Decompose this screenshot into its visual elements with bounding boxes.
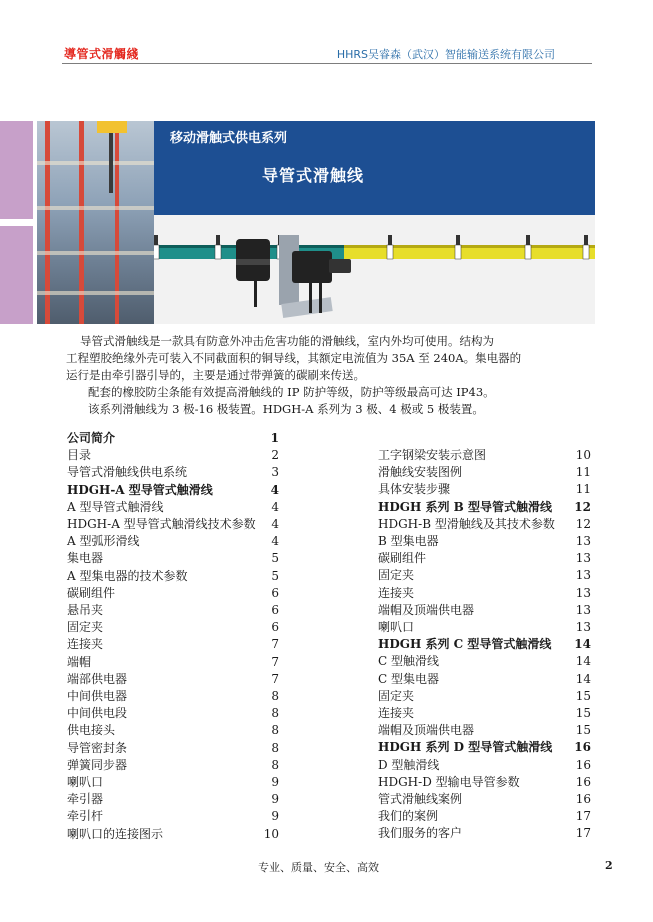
toc-entry-title: HDGH-A 型导管式触滑线 (67, 482, 213, 497)
toc-entry-title: 供电接头 (67, 723, 116, 738)
toc-entry-title: 工字钢梁安装示意图 (378, 448, 487, 462)
side-accent-bar-top (0, 121, 33, 219)
banner (37, 121, 595, 324)
toc-entry-page: 8 (271, 757, 279, 772)
toc-entry[interactable] (67, 568, 279, 585)
toc-entry-title: C 型触滑线 (378, 654, 439, 669)
toc-entry-page: 8 (271, 740, 279, 755)
toc-entry[interactable] (67, 550, 279, 567)
toc-entry[interactable] (67, 808, 279, 825)
toc-entry[interactable] (67, 671, 279, 688)
toc-entry[interactable] (67, 654, 279, 671)
toc-entry-title: 中间供电器 (67, 689, 128, 704)
toc-entry-title: D 型触滑线 (378, 757, 440, 772)
toc-entry[interactable] (67, 619, 279, 636)
toc-entry[interactable] (378, 567, 591, 584)
toc-entry[interactable] (67, 757, 279, 774)
toc-entry-title: 导管密封条 (67, 740, 128, 755)
conductor-rail-graphic (154, 215, 595, 324)
toc-entry[interactable] (378, 550, 591, 567)
toc-entry[interactable] (67, 722, 279, 739)
intro-paragraph (66, 333, 586, 418)
toc-entry-title: 碳刷组件 (378, 551, 427, 566)
conductor-rail-illustration (154, 215, 595, 324)
toc-entry[interactable] (67, 464, 279, 481)
toc-entry[interactable] (67, 585, 279, 602)
toc-entry-page: 17 (575, 826, 591, 841)
toc-entry[interactable] (378, 688, 591, 705)
toc-entry-page: 16 (575, 792, 591, 807)
intro-line: 该系列滑触线为 3 极-16 极装置。HDGH-A 系列为 3 极、4 极或 5 极装置。 (88, 402, 484, 416)
toc-entry-page: 8 (271, 706, 279, 721)
toc-entry-title: 端帽及顶端供电器 (378, 602, 475, 617)
warehouse-photo (37, 121, 157, 324)
toc-entry[interactable] (67, 499, 279, 516)
toc-entry-page: 11 (575, 465, 591, 480)
toc-entry-title: 我们服务的客户 (378, 826, 463, 841)
toc-entry[interactable] (378, 774, 591, 791)
toc-entry[interactable] (67, 826, 279, 843)
toc-entry-page: 1 (270, 431, 279, 445)
toc-entry-page: 9 (271, 809, 279, 824)
toc-entry[interactable] (378, 602, 591, 619)
toc-entry[interactable] (67, 516, 279, 533)
toc-entry-page: 6 (271, 620, 279, 635)
toc-entry-title: 固定夹 (67, 620, 104, 635)
toc-entry-title: HDGH 系列 B 型导管式触滑线 (378, 499, 553, 514)
toc-entry[interactable] (378, 722, 591, 739)
side-accent-bar-bottom (0, 226, 33, 324)
toc-entry-title: HDGH-A 型导管式触滑线技术参数 (67, 517, 256, 532)
footer-page-number: 2 (605, 859, 613, 872)
toc-entry-page: 11 (575, 482, 591, 497)
toc-entry-page: 12 (574, 499, 591, 514)
toc-entry-page: 15 (575, 688, 591, 703)
toc-entry-title: B 型集电器 (378, 534, 439, 549)
toc-entry-title: 我们的案例 (378, 809, 439, 824)
toc-entry[interactable] (378, 464, 591, 481)
toc-entry-page: 9 (271, 775, 279, 790)
toc-entry-title: 弹簧同步器 (67, 757, 128, 772)
toc-entry-page: 16 (575, 757, 591, 772)
toc-entry[interactable] (378, 499, 591, 516)
intro-line: 导管式滑触线是一款具有防意外冲击危害功能的滑触线，室内外均可使用。结构为 (80, 334, 494, 348)
toc-entry-title: 连接夹 (378, 585, 415, 600)
toc-entry[interactable] (67, 447, 279, 464)
toc-entry-page: 12 (575, 516, 591, 531)
toc-entry-title: 管式滑触线案例 (378, 792, 463, 807)
toc-entry-title: HDGH 系列 C 型导管式触滑线 (378, 637, 552, 652)
toc-entry[interactable] (378, 791, 591, 808)
toc-entry-page: 10 (575, 448, 591, 462)
toc-entry-title: HDGH-D 型输电导管参数 (378, 774, 520, 789)
toc-entry-page: 17 (575, 809, 591, 824)
toc-entry-title: 导管式滑触线供电系统 (67, 465, 188, 480)
toc-entry-page: 2 (271, 448, 279, 463)
toc-entry-page: 4 (270, 482, 279, 497)
toc-entry[interactable] (378, 447, 591, 464)
toc-entry[interactable] (378, 585, 591, 602)
toc-entry-title: 集电器 (67, 551, 104, 566)
toc-entry-page: 8 (271, 723, 279, 738)
toc-entry-page: 9 (271, 792, 279, 807)
toc-entry-title: 端部供电器 (67, 671, 128, 686)
toc-entry-title: 固定夹 (378, 688, 415, 703)
table-of-contents-left (67, 430, 279, 843)
header-product-title: 導管式滑觸綫 (64, 47, 140, 61)
toc-entry-page: 13 (575, 568, 591, 583)
toc-entry-title: 连接夹 (67, 637, 104, 652)
toc-entry[interactable] (67, 533, 279, 550)
toc-entry[interactable] (378, 653, 591, 670)
toc-entry-page: 14 (575, 654, 591, 669)
toc-entry[interactable] (67, 705, 279, 722)
toc-entry-title: HDGH-B 型滑触线及其技术参数 (378, 516, 555, 531)
toc-entry-page: 13 (575, 534, 591, 549)
toc-entry[interactable] (378, 619, 591, 636)
toc-entry-page: 13 (575, 585, 591, 600)
toc-entry[interactable] (378, 636, 591, 653)
toc-entry[interactable] (67, 688, 279, 705)
toc-entry[interactable] (67, 482, 279, 499)
toc-entry-page: 10 (263, 826, 279, 841)
toc-entry-title: HDGH 系列 D 型导管式触滑线 (378, 740, 553, 755)
toc-entry-page: 5 (271, 568, 279, 583)
toc-entry-page: 13 (575, 551, 591, 566)
toc-entry-title: A 型弧形滑线 (67, 534, 140, 549)
toc-entry-page: 16 (575, 774, 591, 789)
toc-entry-title: 中间供电段 (67, 706, 128, 721)
toc-entry-page: 5 (271, 551, 279, 566)
toc-entry[interactable] (67, 774, 279, 791)
toc-entry-title: 连接夹 (378, 706, 415, 721)
toc-entry-page: 16 (574, 740, 591, 755)
intro-line: 配套的橡胶防尘条能有效提高滑触线的 IP 防护等级，防护等级最高可达 IP43。 (88, 385, 495, 399)
toc-entry-title: 目录 (67, 448, 92, 463)
toc-entry[interactable] (378, 825, 591, 842)
toc-entry-page: 7 (271, 637, 279, 652)
toc-entry-title: C 型集电器 (378, 671, 439, 686)
intro-line: 运行是由牵引器引导的，主要是通过带弹簧的碳刷来传送。 (66, 368, 365, 382)
toc-entry-title: A 型集电器的技术参数 (67, 568, 188, 583)
toc-entry[interactable] (67, 602, 279, 619)
toc-entry-title: 悬吊夹 (67, 603, 104, 618)
toc-entry-page: 7 (271, 671, 279, 686)
toc-entry-title: 牵引杆 (67, 809, 104, 824)
toc-entry-page: 6 (271, 603, 279, 618)
toc-entry-page: 8 (271, 689, 279, 704)
intro-line: 工程塑胶绝缘外壳可装入不同截面积的铜导线，其额定电流值为 35A 至 240A。集电器的 (66, 351, 522, 365)
toc-entry-page: 3 (271, 465, 279, 480)
toc-entry-page: 4 (271, 499, 279, 514)
toc-entry[interactable] (378, 739, 591, 756)
toc-entry-page: 15 (575, 706, 591, 721)
toc-entry[interactable] (378, 516, 591, 533)
toc-entry[interactable] (378, 808, 591, 825)
toc-entry-page: 13 (575, 620, 591, 635)
toc-entry[interactable] (67, 791, 279, 808)
toc-entry[interactable] (67, 740, 279, 757)
toc-entry[interactable] (378, 481, 591, 498)
toc-entry-page: 15 (575, 723, 591, 738)
toc-entry-page: 13 (575, 602, 591, 617)
toc-entry-title: 具体安装步骤 (378, 482, 451, 497)
toc-entry-page: 4 (271, 517, 279, 532)
header-company-name: HHRS吴睿森（武汉）智能输送系统有限公司 (336, 48, 555, 61)
toc-entry[interactable] (67, 430, 279, 447)
toc-entry[interactable] (378, 757, 591, 774)
toc-entry[interactable] (378, 671, 591, 688)
toc-entry-title: 固定夹 (378, 568, 415, 583)
table-of-contents-right (378, 447, 591, 843)
toc-entry-title: 公司简介 (67, 431, 116, 445)
toc-entry-page: 14 (574, 637, 591, 652)
toc-entry-title: 碳刷组件 (67, 585, 116, 600)
toc-entry-page: 6 (271, 585, 279, 600)
toc-entry-title: 喇叭口 (378, 620, 415, 635)
toc-entry-title: 喇叭口的连接图示 (67, 826, 164, 841)
main-title: 导管式滑触线 (262, 166, 365, 185)
toc-entry[interactable] (67, 636, 279, 653)
toc-entry-title: A 型导管式触滑线 (67, 499, 164, 514)
toc-entry-title: 端帽及顶端供电器 (378, 723, 475, 738)
toc-entry-page: 14 (575, 671, 591, 686)
series-title: 移动滑触式供电系列 (170, 131, 288, 146)
header-divider (62, 63, 592, 64)
toc-entry-page: 7 (271, 654, 279, 669)
toc-entry-title: 喇叭口 (67, 775, 104, 790)
toc-entry-title: 牵引器 (67, 792, 104, 807)
footer-slogan: 专业、质量、安全、高效 (258, 861, 379, 874)
toc-entry[interactable] (378, 533, 591, 550)
toc-entry-page: 4 (271, 534, 279, 549)
toc-entry[interactable] (378, 705, 591, 722)
toc-entry-title: 端帽 (67, 654, 92, 669)
toc-entry-title: 滑触线安装图例 (378, 465, 463, 480)
